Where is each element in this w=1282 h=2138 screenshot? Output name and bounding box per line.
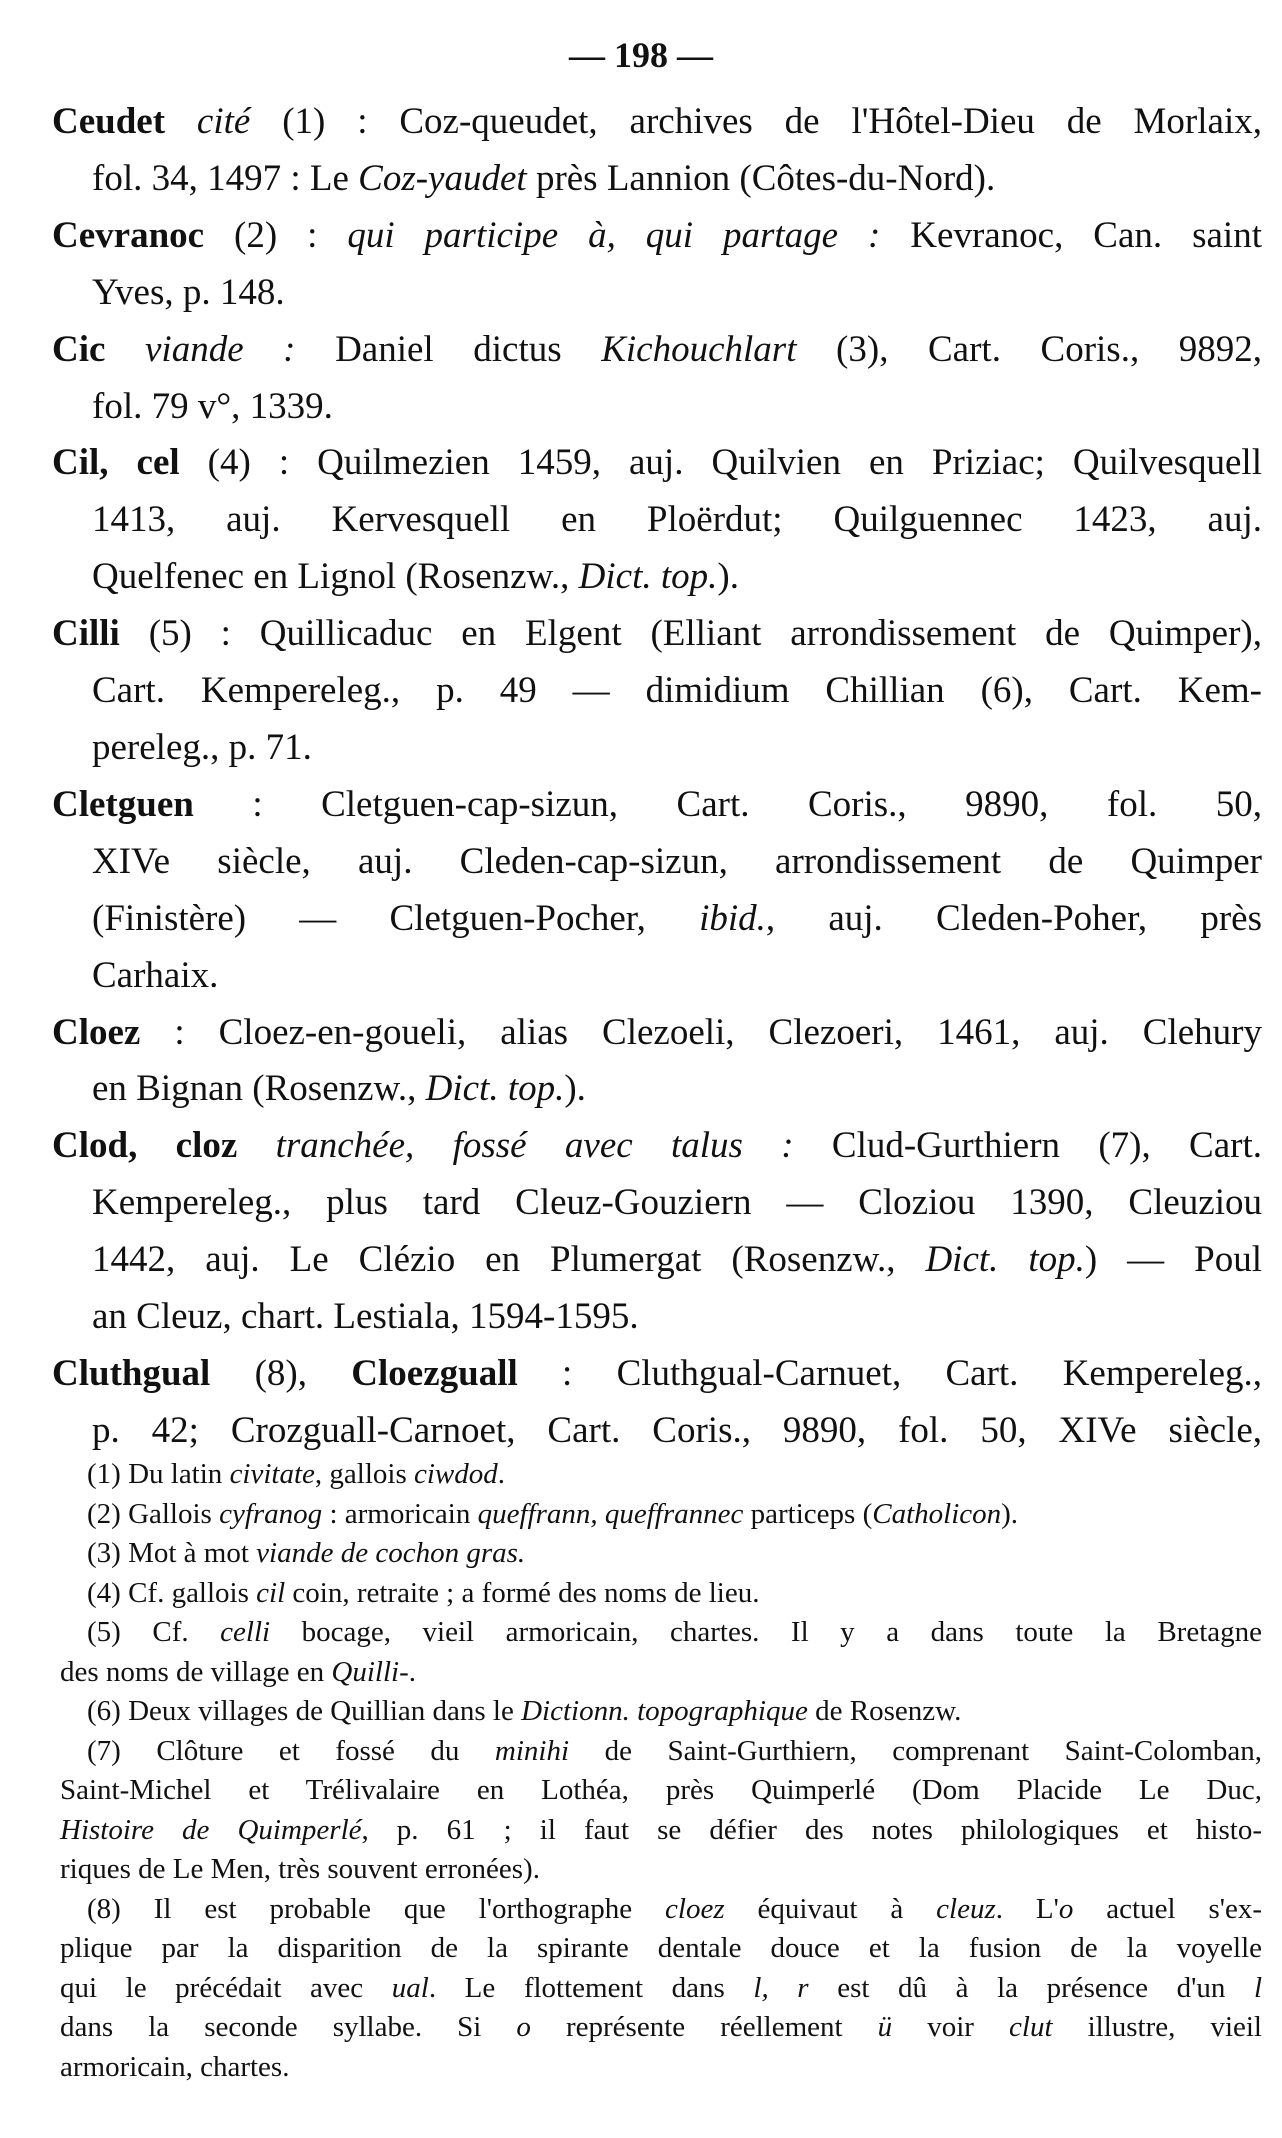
text: (3), Cart. Coris., 9892,	[796, 328, 1263, 370]
text: armoricain, chartes.	[60, 2050, 290, 2083]
dictionary-entry	[52, 208, 1262, 322]
headword: Cletguen	[52, 783, 194, 825]
italic-text: cil	[256, 1576, 286, 1609]
text: (1) Du latin	[87, 1458, 230, 1490]
italic-text: Quilli-	[331, 1655, 409, 1688]
text: p. 42; Crozguall-Carnoet, Cart. Coris., 9890, fol. 50, XIVe siècle,	[92, 1409, 1262, 1451]
italic-text: o	[516, 2011, 531, 2043]
text: ).	[564, 1068, 586, 1110]
text: de Saint-Gurthiern, comprenant Saint-Colomban,	[569, 1734, 1262, 1767]
text: représente réellement	[530, 2011, 878, 2043]
text: qui le précédait avec	[60, 1971, 392, 2004]
text: : armoricain	[322, 1497, 478, 1530]
dictionary-entry	[52, 1346, 1262, 1460]
italic-text: tranchée, fossé avec talus :	[237, 1125, 794, 1167]
headword: Cic	[52, 328, 106, 370]
text: Quelfenec en Lignol (Rosenzw.,	[92, 556, 579, 598]
text: (5) Cf.	[87, 1616, 221, 1648]
text-line	[52, 1118, 1262, 1175]
dictionary-entry	[52, 606, 1262, 777]
text: de Rosenzw.	[807, 1695, 962, 1727]
text: (4) : Quilmezien 1459, auj. Quilvien en Priziac; Quilvesquell	[179, 442, 1262, 484]
text: fol. 34, 1497 : Le	[92, 157, 359, 199]
text: illustre, vieil	[1052, 2011, 1262, 2043]
text: 1413, auj. Kervesquell en Ploërdut; Quilguennec 1423, auj.	[92, 499, 1262, 541]
text: ) — Poul	[1084, 1239, 1262, 1281]
italic-text: queffrann, queffrannec	[477, 1497, 744, 1530]
footnote	[60, 1495, 1262, 1535]
italic-text: Dict. top.	[925, 1239, 1085, 1281]
text: : Cletguen-cap-sizun, Cart. Coris., 9890, fol. 50,	[193, 783, 1262, 825]
text: fol. 79 v°, 1339.	[92, 385, 333, 427]
text-line	[60, 1771, 1262, 1811]
page-number: — 198 —	[569, 35, 713, 75]
italic-text: cité	[165, 101, 251, 142]
text: , auj. Cleden-Poher, près	[765, 897, 1263, 939]
text: des noms de village en	[60, 1655, 332, 1688]
text-line	[52, 720, 1262, 777]
italic-text: viande :	[105, 328, 296, 370]
text: : Cloez-en-goueli, alias Clezoeli, Clezoeri, 1461, auj. Clehury	[140, 1011, 1262, 1053]
text: XIVe siècle, auj. Cleden-cap-sizun, arrondissement de Quimper	[92, 840, 1262, 882]
text: (8) Il est probable que l'orthographe	[87, 1892, 666, 1925]
headword: Cloezguall	[351, 1352, 518, 1394]
headword: Clod, cloz	[52, 1125, 238, 1167]
text-line	[52, 1403, 1262, 1460]
text: bocage, vieil armoricain, chartes. Il y a dans toute la Bretagne	[270, 1616, 1262, 1648]
text-line	[60, 1574, 1262, 1614]
text: (1) : Coz-queudet, archives de l'Hôtel-Dieu de Morlaix,	[250, 101, 1262, 142]
text: (7) Clôture et fossé du	[87, 1734, 495, 1767]
text-line	[52, 891, 1262, 948]
text: (6) Deux villages de Quillian dans le	[87, 1695, 522, 1727]
text-line	[52, 834, 1262, 891]
dictionary-entry	[52, 94, 1262, 208]
text-line	[60, 1653, 1262, 1693]
text: près Lannion (Côtes-du-Nord).	[526, 157, 996, 199]
text-line	[52, 549, 1262, 606]
text: , p. 61 ; il faut se défier des notes philologiques et histo-	[361, 1813, 1262, 1846]
footnote	[60, 1534, 1262, 1574]
italic-text: l, r	[753, 1971, 809, 2004]
italic-text: ual	[391, 1971, 429, 2004]
text: particeps (	[743, 1497, 873, 1530]
text: . L'	[995, 1892, 1059, 1925]
text: ).	[1001, 1497, 1019, 1530]
headword: Cil, cel	[52, 442, 180, 484]
text: : Cluthgual-Carnuet, Cart. Kempereleg.,	[517, 1352, 1262, 1394]
text: voir	[892, 2011, 1010, 2043]
headword: Cevranoc	[52, 214, 205, 256]
dictionary-entry	[52, 1005, 1262, 1119]
text: (8),	[210, 1352, 352, 1394]
dictionary-entries	[52, 94, 1262, 1460]
text-line	[52, 265, 1262, 322]
text: Cart. Kempereleg., p. 49 — dimidium Chillian (6), Cart. Kem-	[92, 670, 1262, 712]
text-line	[60, 2008, 1262, 2048]
text-line	[60, 1732, 1262, 1772]
italic-text: ibid.	[699, 897, 766, 939]
italic-text: clut	[1009, 2011, 1053, 2043]
text-line	[52, 492, 1262, 549]
italic-text: cyfranog	[219, 1497, 323, 1530]
footnote	[60, 1613, 1262, 1692]
headword: Cloez	[52, 1011, 141, 1053]
text-line	[60, 1811, 1262, 1851]
italic-text: Dictionn. topographique	[521, 1695, 808, 1727]
text: Kempereleg., plus tard Cleuz-Gouziern — Cloziou 1390, Cleuziou	[92, 1182, 1262, 1224]
italic-text: Histoire de Quimperlé	[60, 1813, 362, 1846]
italic-text: Coz-yaudet	[358, 157, 527, 199]
text-line	[60, 1929, 1262, 1969]
text-line	[60, 1850, 1262, 1890]
text: actuel s'ex-	[1073, 1892, 1262, 1925]
italic-text: cloez	[665, 1892, 725, 1925]
text: (Finistère) — Cletguen-Pocher,	[92, 897, 700, 939]
text: 1442, auj. Le Clézio en Plumergat (Rosenzw.,	[92, 1239, 926, 1281]
text: plique par la disparition de la spirante dentale douce et la fusion de la voyelle	[60, 1932, 1262, 1964]
text: (5) : Quillicaduc en Elgent (Elliant arrondissement de Quimper),	[119, 613, 1262, 655]
text-line	[52, 948, 1262, 1005]
text: (4) Cf. gallois	[87, 1576, 257, 1609]
dictionary-entry	[52, 1118, 1262, 1346]
footnote	[60, 1574, 1262, 1614]
headword: Ceudet	[52, 101, 166, 142]
text: an Cleuz, chart. Lestiala, 1594-1595.	[92, 1296, 639, 1338]
text-line	[52, 94, 1262, 151]
text-line	[52, 1175, 1262, 1232]
text-line	[52, 1289, 1262, 1346]
text-line	[60, 1613, 1262, 1653]
footnotes	[60, 1455, 1262, 2087]
text-line	[52, 322, 1262, 379]
text: .	[497, 1458, 506, 1490]
text: Clud-Gurthiern (7), Cart.	[793, 1125, 1262, 1167]
headword: Cluthgual	[52, 1352, 211, 1394]
dictionary-entry	[52, 435, 1262, 606]
text: Yves, p. 148.	[92, 271, 285, 313]
italic-text: Dict. top.	[425, 1068, 565, 1110]
footnote	[60, 1455, 1262, 1495]
italic-text: ciwdod	[414, 1458, 498, 1490]
dictionary-entry	[52, 777, 1262, 1005]
text-line	[60, 1495, 1262, 1535]
text: ).	[717, 556, 739, 598]
italic-text: qui participe à, qui partage :	[347, 214, 881, 256]
text: en Bignan (Rosenzw.,	[92, 1068, 426, 1110]
text-line	[52, 379, 1262, 436]
italic-text: Kichouchlart	[601, 328, 797, 370]
text: (3) Mot à mot	[87, 1537, 257, 1569]
text-line	[60, 2048, 1262, 2088]
italic-text: l	[1253, 1971, 1263, 2004]
text: Saint-Michel et Trélivalaire en Lothéa, près Quimperlé (Dom Placide Le Duc,	[60, 1774, 1262, 1806]
italic-text: viande de cochon gras.	[256, 1537, 526, 1569]
text: .	[408, 1655, 417, 1688]
text: coin, retraite ; a formé des noms de lieu.	[285, 1576, 760, 1609]
text-line	[60, 1890, 1262, 1930]
text: Daniel dictus	[295, 328, 602, 370]
text-line	[52, 777, 1262, 834]
text-line	[52, 1346, 1262, 1403]
text-line	[52, 1061, 1262, 1118]
dictionary-entry	[52, 322, 1262, 436]
headword: Cilli	[52, 613, 120, 655]
text: pereleg., p. 71.	[92, 726, 312, 768]
italic-text: Catholicon	[872, 1497, 1002, 1530]
text: riques de Le Men, très souvent erronées).	[60, 1853, 540, 1885]
text-line	[60, 1969, 1262, 2009]
italic-text: Dict. top.	[578, 556, 718, 598]
footnote	[60, 1692, 1262, 1732]
text-line	[52, 1005, 1262, 1062]
text-line	[52, 663, 1262, 720]
italic-text: minihi	[494, 1734, 570, 1767]
italic-text: ü	[877, 2011, 893, 2043]
text: équivaut à	[724, 1892, 937, 1925]
text-line	[52, 208, 1262, 265]
text: est dû à la présence d'un	[808, 1971, 1254, 2004]
text-line	[52, 1232, 1262, 1289]
italic-text: o	[1058, 1892, 1074, 1925]
footnote	[60, 1732, 1262, 1890]
text: Kevranoc, Can. saint	[880, 214, 1262, 256]
text-line	[60, 1534, 1262, 1574]
text-line	[52, 435, 1262, 492]
italic-text: cleuz	[936, 1892, 996, 1925]
text-line	[52, 606, 1262, 663]
italic-text: civitate	[229, 1458, 315, 1490]
text: (2) :	[204, 214, 348, 256]
italic-text: celli	[220, 1616, 271, 1648]
text: dans la seconde syllabe. Si	[60, 2011, 517, 2043]
text: , gallois	[314, 1458, 414, 1490]
text: (2) Gallois	[87, 1497, 220, 1530]
text-line	[60, 1455, 1262, 1495]
text-line	[52, 151, 1262, 208]
text-line	[60, 1692, 1262, 1732]
footnote	[60, 1890, 1262, 2088]
text: . Le flottement dans	[428, 1971, 754, 2004]
text: Carhaix.	[92, 954, 219, 996]
